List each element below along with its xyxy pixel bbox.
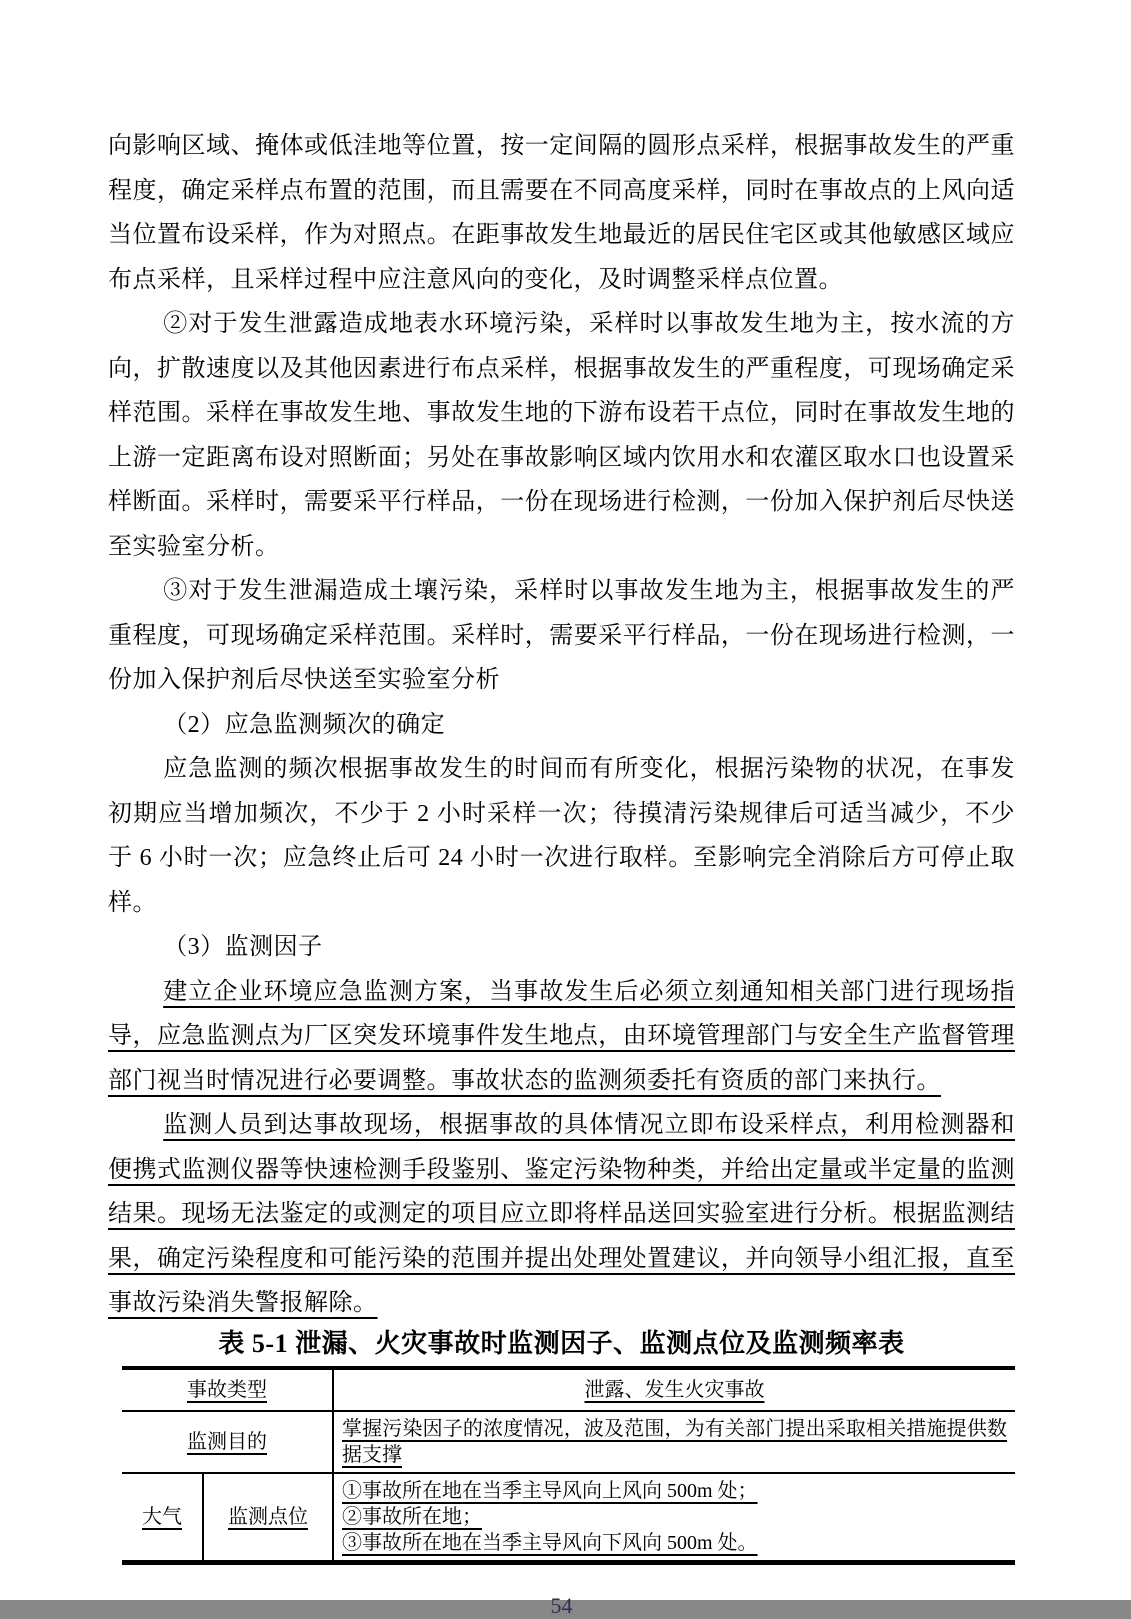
- table-caption: 表 5-1 泄漏、火灾事故时监测因子、监测点位及监测频率表: [218, 1328, 905, 1358]
- monitoring-points-label-cell: 监测点位: [203, 1473, 333, 1563]
- body-paragraph-frequency: 应急监测的频次根据事故发生的时间而有所变化，根据污染物的状况，在事发初期应当增加频次，不少于 2 小时采样一次；待摸清污染规律后可适当减少，不少于 6 小时一次；应急终止后可 24 小时一次进行取样。至影响完全消除后方可停止取样。: [108, 756, 1015, 916]
- body-paragraph-continuation: 向影响区域、掩体或低洼地等位置，按一定间隔的圆形点采样，根据事故发生的严重程度，确定采样点布置的范围，而且需要在不同高度采样，同时在事故点的上风向适当位置布设采样，作为对照点。在距事故发生地最近的居民住宅区或其他敏感区域应布点采样，且采样过程中应注意风向的变化，及时调整采样点位置。: [108, 133, 1015, 293]
- monitoring-points-value-cell: [333, 1473, 1015, 1563]
- section-heading-frequency: （2）应急监测频次的确定: [163, 711, 446, 738]
- page-number: 54: [550, 1592, 573, 1618]
- monitoring-purpose-label-cell: 监测目的: [122, 1411, 333, 1473]
- body-paragraph-water-pollution: ②对于发生泄露造成地表水环境污染，采样时以事故发生地为主，按水流的方向，扩散速度以及其他因素进行布点采样，根据事故发生的严重程度，可现场确定采样范围。采样在事故发生地、事故发生地的下游布设若干点位，同时在事故发生地的上游一定距离布设对照断面；另处在事故影响区域内饮用水和农灌区取水口也设置采样断面。采样时，需要采平行样品，一份在现场进行检测，一份加入保护剂后尽快送至实验室分析。: [108, 311, 1015, 560]
- section-heading-factors: （3）监测因子: [163, 934, 323, 960]
- accident-type-value-cell: 泄露、发生火灾事故: [333, 1368, 1015, 1411]
- body-paragraph-soil-pollution: ③对于发生泄漏造成土壤污染，采样时以事故发生地为主，根据事故发生的严重程度，可现场确定采样范围。采样时，需要采平行样品，一份在现场进行检测，一份加入保护剂后尽快送至实验室分析: [108, 578, 1015, 693]
- monitoring-purpose-value-cell: 掌握污染因子的浓度情况，波及范围，为有关部门提出采取相关措施提供数据支撑: [333, 1411, 1015, 1473]
- accident-type-label-cell: 事故类型: [187, 1378, 267, 1401]
- monitoring-point-line-1: ①事故所在地在当季主导风向上风向 500m 处；: [342, 1479, 758, 1502]
- body-paragraph-personnel-underlined: 监测人员到达事故现场，根据事故的具体情况立即布设采样点，利用检测器和便携式监测仪器等快速检测手段鉴别、鉴定污染物种类，并给出定量或半定量的监测结果。现场无法鉴定的或测定的项目应立即将样品送回实验室进行分析。根据监测结果，确定污染程度和可能污染的范围并提出处理处置建议，并向领导小组汇报，直至事故污染消失警报解除。: [108, 1112, 1015, 1316]
- body-paragraph-plan-underlined: 建立企业环境应急监测方案，当事故发生后必须立刻通知相关部门进行现场指导，应急监测点为厂区突发环境事件发生地点，由环境管理部门与安全生产监督管理部门视当时情况进行必要调整。事故状态的监测须委托有资质的部门来执行。: [108, 978, 1015, 1094]
- monitoring-point-line-3: ③事故所在地在当季主导风向下风向 500m 处。: [342, 1531, 758, 1554]
- medium-air-cell: 大气: [122, 1473, 203, 1563]
- monitoring-table: [122, 1366, 1015, 1565]
- monitoring-point-line-2: ②事故所在地；: [342, 1505, 482, 1528]
